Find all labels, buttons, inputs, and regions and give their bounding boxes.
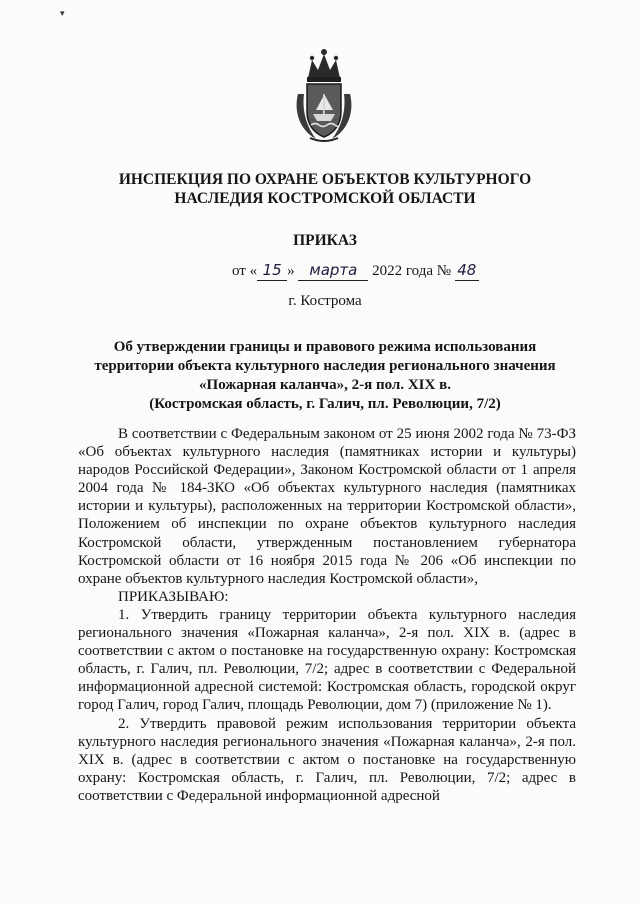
organization-header — [60, 170, 590, 208]
subject-line-2: территории объекта культурного наследия регионального значения — [94, 358, 556, 374]
header-line-1: ИНСПЕКЦИЯ ПО ОХРАНЕ ОБЪЕКТОВ КУЛЬТУРНОГО — [118, 171, 532, 188]
day-handwritten: 15 — [262, 261, 282, 279]
order-item-1: 1. Утвердить границу территории объекта культурного наследия регионального значения «Пожарная каланча», 2-я пол. XIX в. (адрес в соответствии с актом о постановке на государственную охрану: Костромская область, г. Галич, пл. Революции, 7/2; адрес в соответствии с Федеральной информационной адресной системой: Костромская область, городской округ город Галич, город Галич, площадь Революции, дом 7) (приложение № 1). — [78, 606, 576, 714]
order-subject — [60, 338, 590, 414]
date-prefix: от « — [232, 263, 258, 279]
subject-line-1: Об утверждении границы и правового режима использования — [113, 339, 537, 355]
number-handwritten: 48 — [457, 261, 477, 279]
city-line: г. Кострома — [288, 293, 362, 309]
header-line-2: НАСЛЕДИЯ КОСТРОМСКОЙ ОБЛАСТИ — [174, 190, 476, 207]
date-number-line — [232, 263, 479, 281]
number-field — [455, 263, 479, 281]
scan-artifact: ▾ — [60, 8, 65, 18]
document-type-title: ПРИКАЗ — [293, 232, 357, 249]
subject-line-4: (Костромская область, г. Галич, пл. Революции, 7/2) — [149, 396, 501, 412]
document-body — [78, 425, 576, 805]
year-text: 2022 года № — [372, 263, 452, 279]
preamble-paragraph: В соответствии с Федеральным законом от 25 июня 2002 года № 73-ФЗ «Об объектах культурного наследия (памятниках истории и культуры) народов Российской Федерации», Законом Костромской области от 1 апреля 2004 года № 184-ЗКО «Об объектах культурного наследия (памятниках истории и культуры), расположенных на территории Костромской области», Положением об инспекции по охране объектов культурного наследия Костромской области, утвержденным постановлением губернатора Костромской области от 16 ноября 2015 года № 206 «Об инспекции по охране объектов культурного наследия Костромской области», — [78, 426, 576, 587]
month-field — [298, 263, 368, 281]
subject-line-3: «Пожарная каланча», 2-я пол. XIX в. — [199, 377, 451, 393]
order-item-2: 2. Утвердить правовой режим использования территории объекта культурного наследия регионального значения «Пожарная каланча», 2-я пол. XIX в. (адрес в соответствии с актом о постановке на государственную охрану: Костромская область, г. Галич, пл. Революции, 7/2; адрес в соответствии с Федеральной информационной адресной — [78, 715, 576, 804]
date-mid: » — [287, 263, 295, 279]
day-field — [257, 263, 287, 281]
order-word: ПРИКАЗЫВАЮ: — [118, 588, 229, 605]
coat-of-arms-emblem — [294, 44, 354, 144]
month-handwritten: марта — [309, 261, 358, 279]
